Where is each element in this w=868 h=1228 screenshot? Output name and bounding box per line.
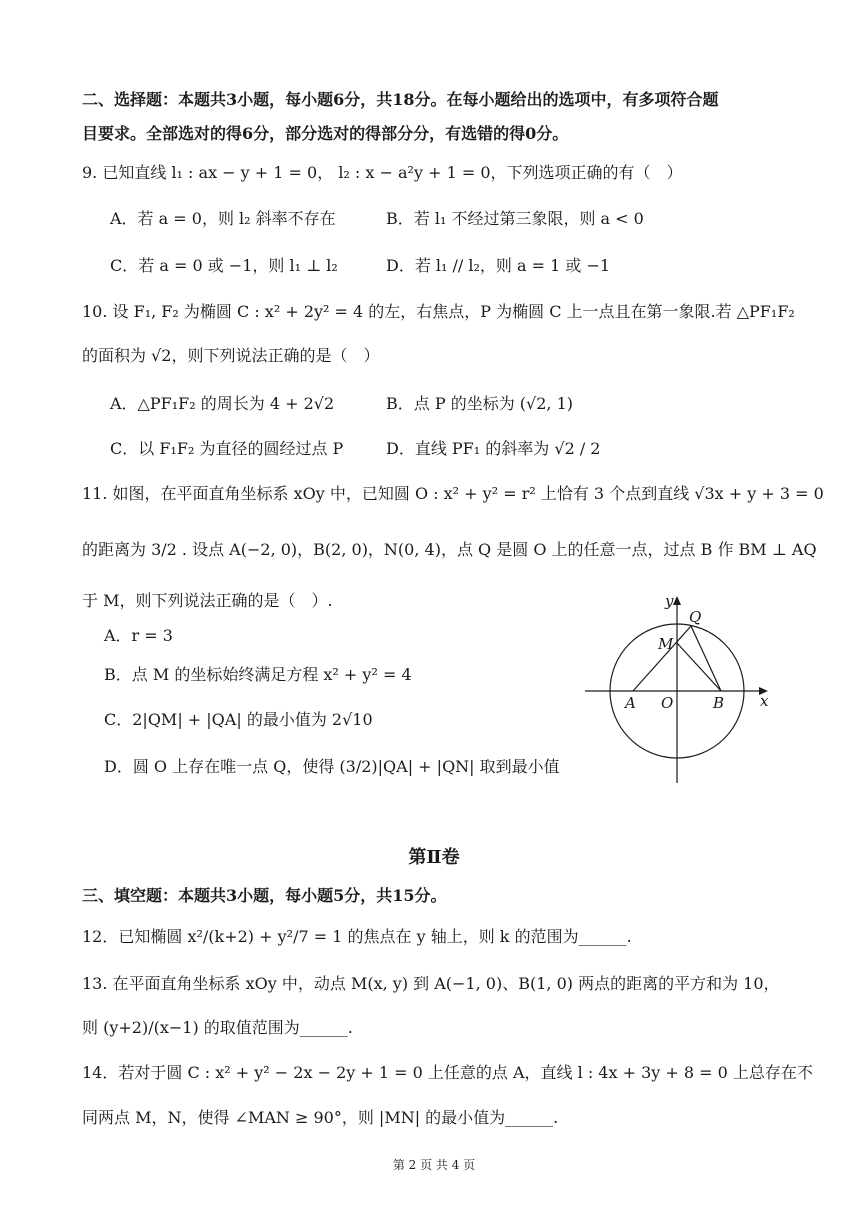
q14-line2: 同两点 M，N，使得 ∠MAN ≥ 90°，则 |MN| 的最小值为______. (82, 1108, 559, 1127)
q11-stem-line1: 11. 如图，在平面直角坐标系 xOy 中，已知圆 O : x² + y² = r² 上恰有 3 个点到直线 √3x + y + 3 = 0 (82, 484, 824, 503)
label-q: Q (689, 608, 702, 626)
q11-stem-line3: 于 M，则下列说法正确的是（ ）. (82, 591, 333, 610)
q9-option-d: D．若 l₁ // l₂，则 a = 1 或 −1 (386, 256, 611, 275)
segment-bm (677, 643, 721, 691)
label-a: A (625, 694, 636, 712)
section3-header: 三、填空题：本题共3小题，每小题5分，共15分。 (82, 886, 447, 905)
section2-header-line2: 目要求。全部选对的得6分，部分选对的得部分分，有选错的得0分。 (82, 124, 569, 143)
q10-option-a: A．△PF₁F₂ 的周长为 4 + 2√2 (110, 394, 335, 413)
q11-option-d: D．圆 O 上存在唯一点 Q，使得 (3/2)|QA| + |QN| 取到最小值 (104, 757, 560, 776)
label-o: O (661, 694, 674, 712)
label-y: y (665, 592, 674, 610)
q9-option-c: C．若 a = 0 或 −1，则 l₁ ⊥ l₂ (110, 256, 338, 275)
q13-line1: 13. 在平面直角坐标系 xOy 中，动点 M(x, y) 到 A(−1, 0)、B(1, 0) 两点的距离的平方和为 10， (82, 974, 780, 993)
label-b: B (713, 694, 725, 712)
q10-option-b: B．点 P 的坐标为 (√2, 1) (386, 394, 573, 413)
q10-stem-line1: 10. 设 F₁, F₂ 为椭圆 C : x² + 2y² = 4 的左，右焦点，P 为椭圆 C 上一点且在第一象限.若 △PF₁F₂ (82, 302, 795, 321)
y-axis-arrow-icon (673, 596, 681, 605)
q11-stem-line2: 的距离为 3/2 . 设点 A(−2, 0)，B(2, 0)，N(0, 4)，点 Q 是圆 O 上的任意一点，过点 B 作 BM ⊥ AQ (82, 540, 817, 559)
q11-option-c: C．2|QM| + |QA| 的最小值为 2√10 (104, 710, 373, 729)
q11-option-b: B．点 M 的坐标始终满足方程 x² + y² = 4 (104, 665, 412, 684)
label-x: x (760, 692, 769, 710)
q11-circle-figure (585, 588, 775, 788)
q9-option-b: B．若 l₁ 不经过第三象限，则 a < 0 (386, 209, 644, 228)
q10-option-d: D．直线 PF₁ 的斜率为 √2 / 2 (386, 439, 601, 458)
label-m: M (658, 635, 674, 653)
page-footer: 第 2 页 共 4 页 (392, 1158, 476, 1172)
q10-option-c: C．以 F₁F₂ 为直径的圆经过点 P (110, 439, 344, 458)
segment-qb (691, 626, 721, 691)
q11-option-a: A．r = 3 (104, 626, 173, 645)
q10-stem-line2: 的面积为 √2，则下列说法正确的是（ ） (82, 346, 380, 365)
q12-text: 12．已知椭圆 x²/(k+2) + y²/7 = 1 的焦点在 y 轴上，则 k 的范围为______. (82, 927, 632, 946)
q13-line2: 则 (y+2)/(x−1) 的取值范围为______. (82, 1018, 353, 1037)
q9-stem: 9. 已知直线 l₁ : ax − y + 1 = 0， l₂ : x − a²y + 1 = 0，下列选项正确的有（ ） (82, 163, 683, 182)
q9-option-a: A．若 a = 0，则 l₂ 斜率不存在 (110, 209, 336, 228)
section2-header-line1: 二、选择题：本题共3小题，每小题6分，共18分。在每小题给出的选项中，有多项符合题 (82, 90, 719, 109)
q14-line1: 14．若对于圆 C : x² + y² − 2x − 2y + 1 = 0 上任意的点 A，直线 l : 4x + 3y + 8 = 0 上总存在不 (82, 1063, 813, 1082)
part2-title: 第Ⅱ卷 (408, 847, 460, 868)
